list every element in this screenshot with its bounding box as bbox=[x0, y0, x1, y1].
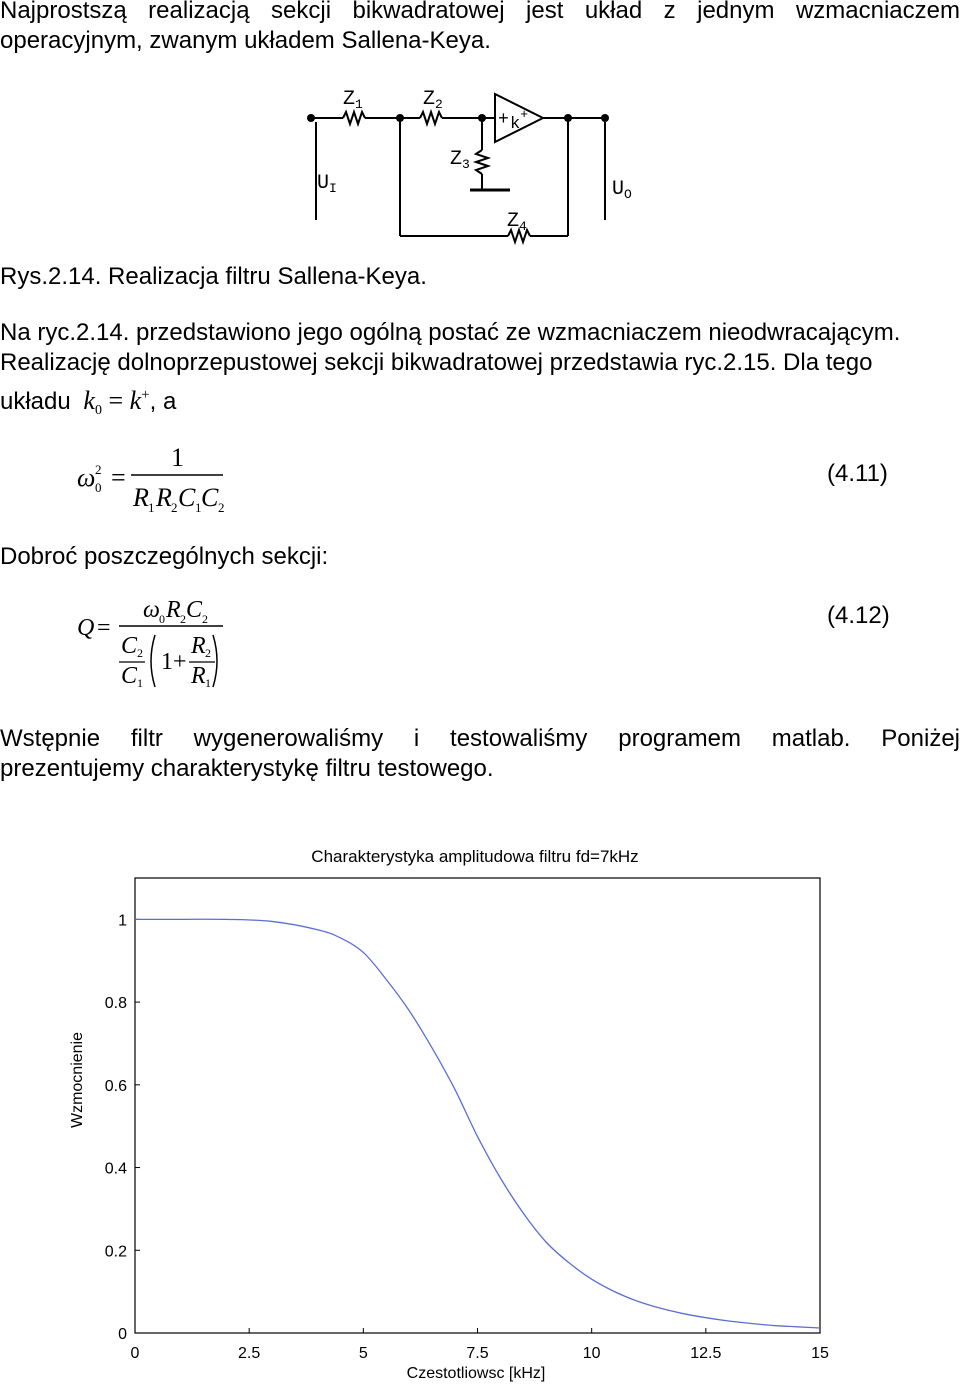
sallen-key-circuit-diagram bbox=[295, 80, 665, 260]
z1-label: $Z_1$ bbox=[343, 88, 363, 112]
paragraph-q-factor: Dobroć poszczególnych sekcji: bbox=[0, 543, 329, 570]
equation-number-4-11: (4.11) bbox=[827, 460, 888, 487]
series-line bbox=[135, 919, 820, 1328]
y-tick-label: 0.4 bbox=[104, 1160, 127, 1178]
svg-text:2: 2 bbox=[137, 646, 143, 660]
svg-text:R: R bbox=[191, 663, 206, 689]
svg-text:R: R bbox=[166, 597, 181, 623]
svg-text:1: 1 bbox=[171, 443, 184, 472]
svg-text:0: 0 bbox=[159, 612, 165, 626]
svg-text:R: R bbox=[191, 633, 206, 659]
uo-label: $U_O$ bbox=[612, 178, 632, 202]
x-axis-label: Czestotliowsc [kHz] bbox=[406, 1365, 546, 1382]
svg-text:2: 2 bbox=[202, 612, 208, 626]
paragraph-matlab-line1: Wstępnie filtr wygenerowaliśmy i testowaliśmy programem matlab. Poniżej bbox=[0, 725, 960, 752]
x-tick-label: 10 bbox=[582, 1345, 601, 1362]
amp-gain-label: k+ bbox=[510, 107, 529, 134]
x-tick-label: 0 bbox=[130, 1345, 140, 1362]
svg-text:=: = bbox=[111, 463, 126, 492]
svg-text:=: = bbox=[97, 615, 111, 641]
paragraph-matlab-line2: prezentujemy charakterystykę filtru testowego. bbox=[0, 755, 494, 782]
k0-equals-kplus-formula: $k_0 = k^+$ bbox=[83, 386, 150, 418]
z2-label: $Z_2$ bbox=[423, 88, 443, 112]
x-tick-label: 7.5 bbox=[466, 1345, 489, 1362]
y-tick-label: 1 bbox=[118, 912, 127, 930]
svg-text:ω: ω bbox=[77, 463, 96, 492]
x-tick-label: 15 bbox=[811, 1345, 829, 1362]
amplitude-response-chart bbox=[0, 830, 960, 1387]
z3-resistor bbox=[476, 150, 488, 174]
svg-text:1+: 1+ bbox=[161, 649, 187, 675]
svg-text:2: 2 bbox=[95, 462, 102, 477]
svg-text:R: R bbox=[133, 483, 149, 512]
equation-number-4-12: (4.12) bbox=[827, 602, 890, 629]
svg-text:Q: Q bbox=[77, 615, 95, 641]
x-tick-label: 12.5 bbox=[690, 1345, 722, 1362]
line3-start-text: układu bbox=[0, 388, 71, 415]
svg-text:0: 0 bbox=[95, 480, 102, 495]
z4-label: $Z_4$ bbox=[507, 210, 527, 234]
svg-text:1: 1 bbox=[195, 500, 202, 515]
line3-end-text: , a bbox=[149, 388, 177, 415]
svg-text:2: 2 bbox=[171, 500, 178, 515]
svg-text:2: 2 bbox=[218, 500, 225, 515]
y-tick-label: 0.8 bbox=[104, 995, 127, 1013]
paragraph-description-line2: Realizację dolnoprzepustowej sekcji bikwadratowej przedstawia ryc.2.15. Dla tego bbox=[0, 349, 873, 376]
svg-text:1: 1 bbox=[137, 676, 143, 690]
plot-frame bbox=[135, 878, 820, 1333]
svg-text:2: 2 bbox=[180, 612, 186, 626]
chart-title: Charakterystyka amplitudowa filtru fd=7kHz bbox=[311, 847, 639, 866]
z3-label: $Z_3$ bbox=[450, 148, 470, 172]
amp-plus-label: + bbox=[498, 110, 509, 130]
x-tick-label: 2.5 bbox=[238, 1345, 261, 1362]
svg-text:C: C bbox=[121, 663, 138, 689]
x-tick-label: 5 bbox=[358, 1345, 368, 1362]
y-tick-label: 0.2 bbox=[104, 1243, 127, 1261]
paragraph-description-line3 bbox=[0, 380, 176, 426]
paragraph-intro-line2: operacyjnym, zwanym układem Sallena-Keya. bbox=[0, 27, 491, 54]
y-tick-label: 0 bbox=[118, 1326, 127, 1343]
paragraph-description-line1: Na ryc.2.14. przedstawiono jego ogólną postać ze wzmacniaczem nieodwracającym. bbox=[0, 319, 901, 346]
svg-text:C: C bbox=[178, 483, 196, 512]
z2-resistor bbox=[420, 112, 442, 124]
svg-text:1: 1 bbox=[148, 500, 155, 515]
paragraph-intro-line1: Najprostszą realizacją sekcji bikwadratowej jest układ z jednym wzmacniaczem bbox=[0, 0, 960, 24]
equation-q-factor bbox=[75, 595, 375, 695]
ui-label: $U_I$ bbox=[317, 172, 337, 196]
svg-text:R: R bbox=[156, 483, 172, 512]
equation-omega0 bbox=[75, 440, 375, 520]
y-axis-label: Wzmocnienie bbox=[69, 1031, 86, 1129]
figure-caption: Rys.2.14. Realizacja filtru Sallena-Keya. bbox=[0, 263, 427, 290]
svg-text:C: C bbox=[186, 597, 203, 623]
y-tick-label: 0.6 bbox=[104, 1077, 127, 1095]
svg-text:ω: ω bbox=[143, 597, 160, 623]
svg-text:1: 1 bbox=[205, 676, 211, 690]
z1-resistor bbox=[343, 112, 365, 124]
svg-text:C: C bbox=[201, 483, 219, 512]
svg-text:2: 2 bbox=[205, 646, 211, 660]
svg-text:C: C bbox=[121, 633, 138, 659]
